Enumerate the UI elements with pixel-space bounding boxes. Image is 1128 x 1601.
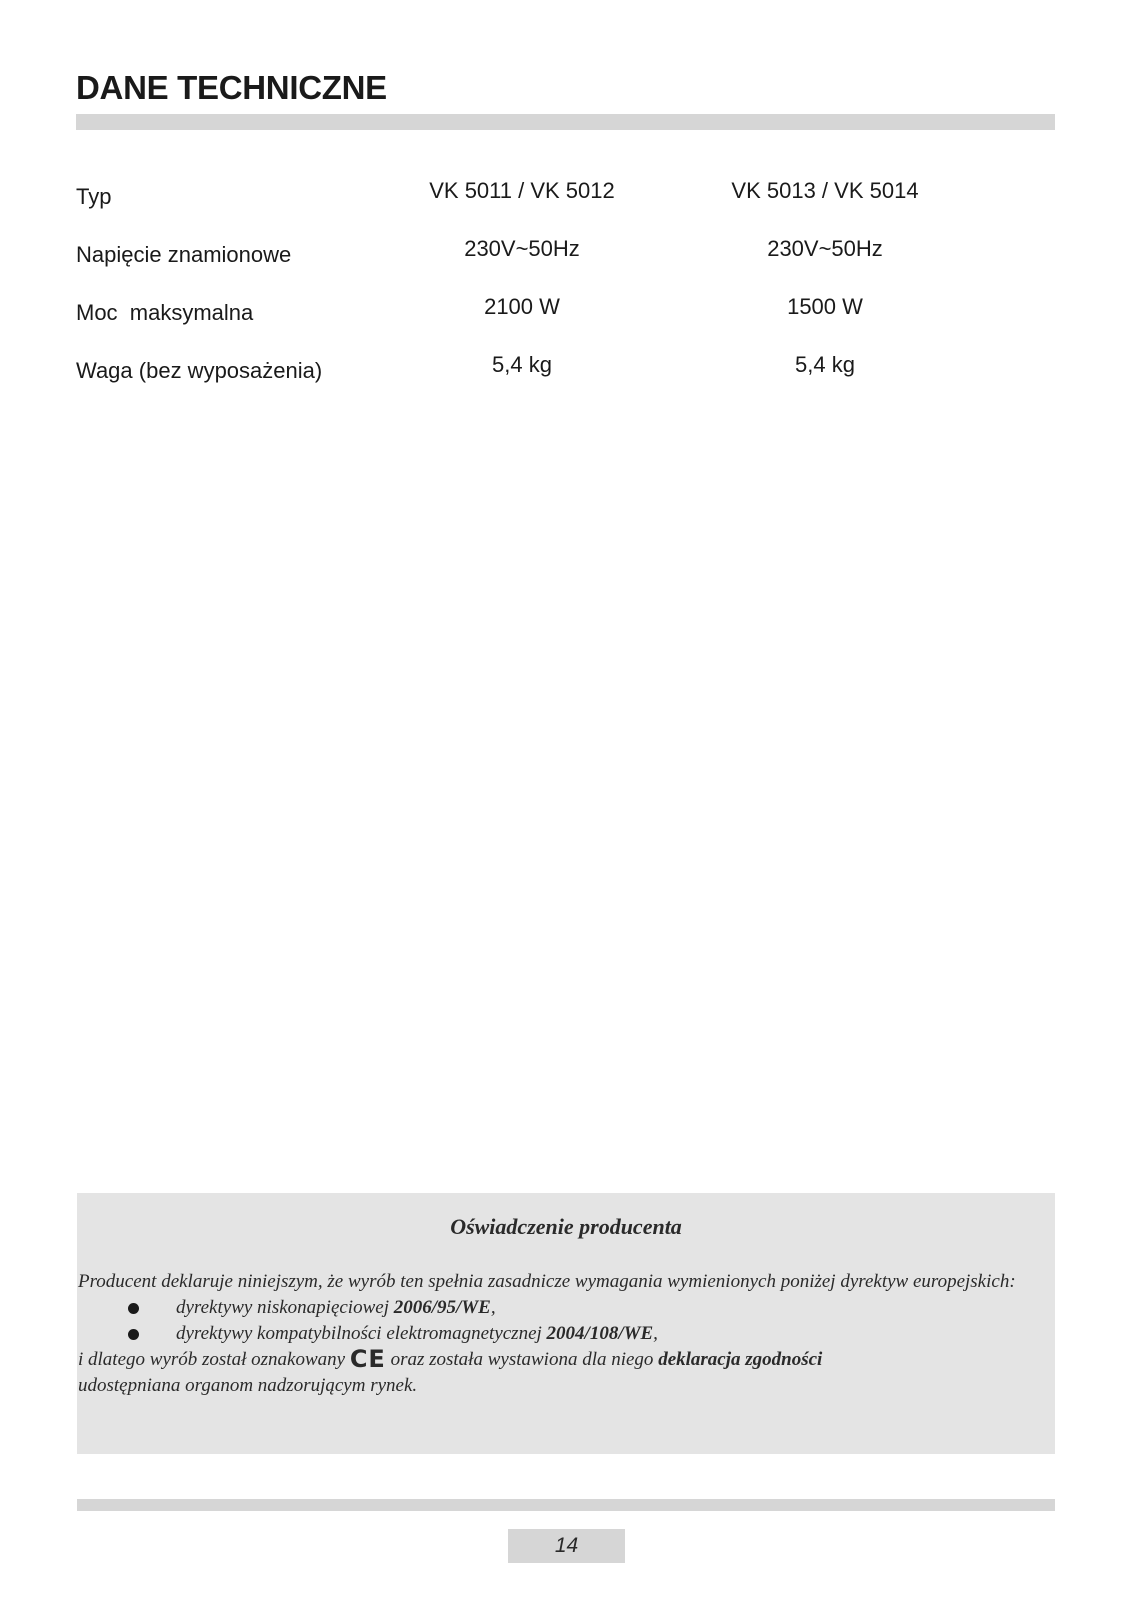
- directive-code: 2006/95/WE: [393, 1297, 491, 1318]
- spec-row: [76, 178, 1055, 236]
- spec-value: VK 5011 / VK 5012: [429, 178, 615, 203]
- declaration-intro: Producent deklaruje niniejszym, że wyrób ten spełnia zasadnicze wymagania wymienionych poniżej dyrektyw europejskich:: [78, 1271, 1016, 1292]
- spec-table: [76, 178, 1055, 410]
- directive-item: dyrektywy kompatybilności elektromagnetycznej 2004/108/WE,: [78, 1321, 1038, 1347]
- spec-value: 5,4 kg: [492, 352, 552, 377]
- spec-label: Waga (bez wyposażenia): [76, 358, 323, 383]
- directive-item: dyrektywy niskonapięciowej 2006/95/WE,: [78, 1295, 1038, 1321]
- title-divider: [76, 114, 1055, 130]
- spec-value: 2100 W: [484, 294, 560, 319]
- spec-value: 230V~50Hz: [767, 236, 883, 261]
- spec-label: Moc maksymalna: [76, 300, 254, 325]
- spec-row: [76, 236, 1055, 294]
- spec-value: 1500 W: [787, 294, 863, 319]
- declaration-body: [78, 1269, 1038, 1399]
- spec-value: 5,4 kg: [795, 352, 855, 377]
- spec-value: 230V~50Hz: [464, 236, 580, 261]
- declaration-closing: i dlatego wyrób został oznakowany CE oraz została wystawiona dla niego deklaracja zgodności udostępniana organom nadzorującym rynek.: [78, 1345, 823, 1396]
- spec-label: Napięcie znamionowe: [76, 242, 292, 267]
- spec-row: [76, 294, 1055, 352]
- bullet-icon: [128, 1329, 139, 1340]
- declaration-heading: Oświadczenie producenta: [450, 1214, 682, 1239]
- spec-label: Typ: [76, 184, 112, 209]
- footer-divider: [77, 1499, 1055, 1511]
- spec-row: [76, 352, 1055, 410]
- bullet-icon: [128, 1303, 139, 1314]
- page-number: 14: [508, 1529, 625, 1563]
- ce-mark-icon: CE: [349, 1345, 386, 1373]
- spec-value: VK 5013 / VK 5014: [731, 178, 919, 203]
- directive-code: 2004/108/WE: [546, 1323, 654, 1344]
- page-title: DANE TECHNICZNE: [76, 69, 387, 106]
- manufacturer-declaration: [77, 1193, 1055, 1454]
